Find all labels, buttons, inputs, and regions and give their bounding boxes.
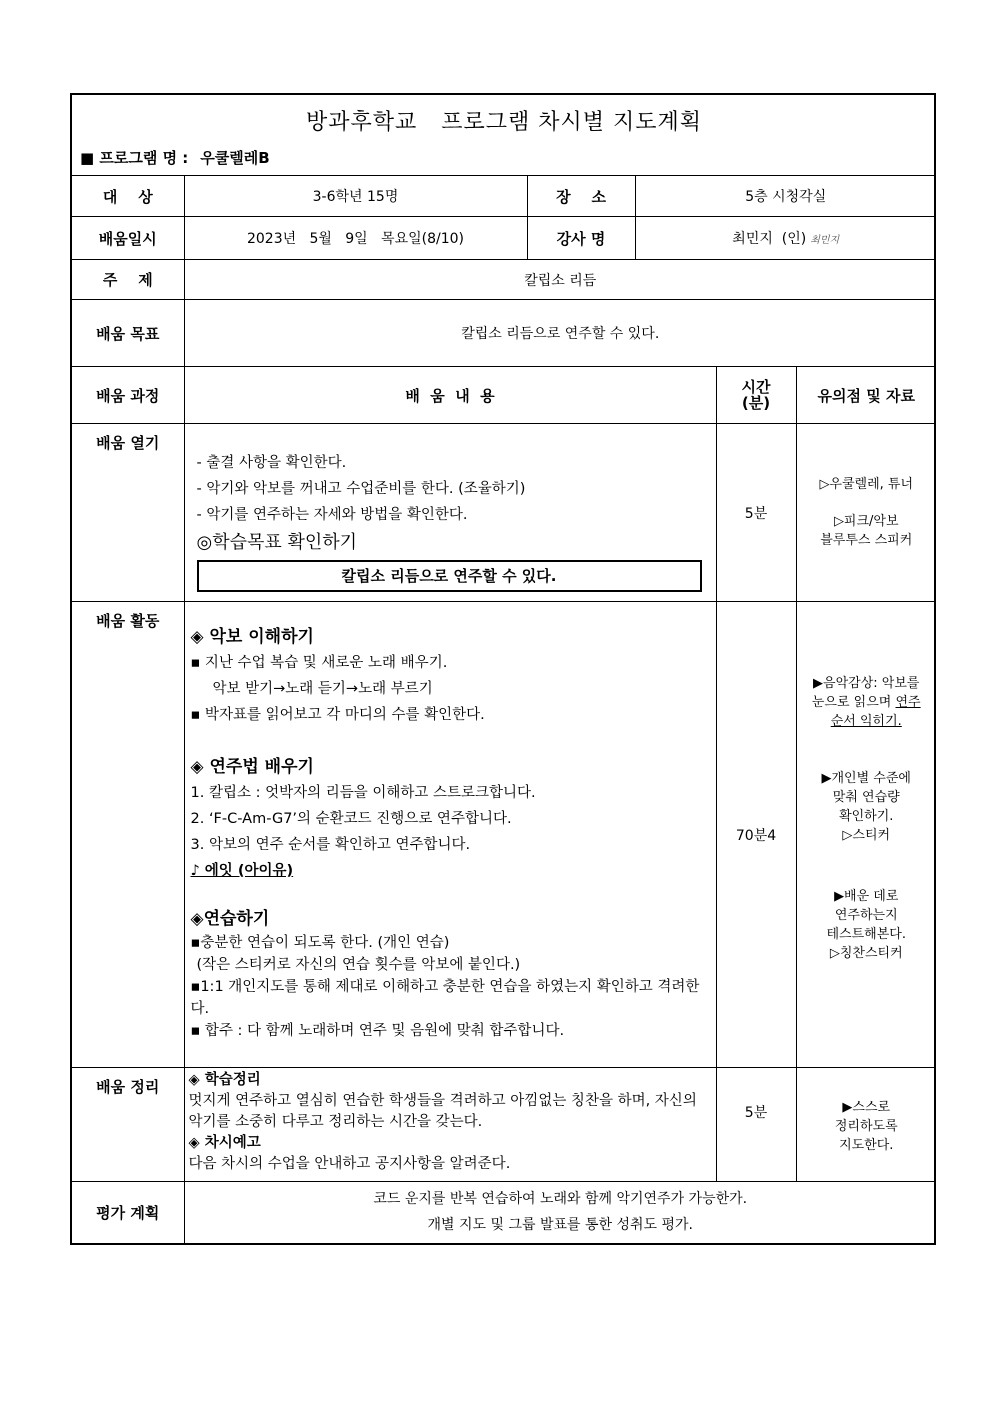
evaluation-line-2: 개별 지도 및 그룹 발표를 통한 성취도 평가. [427,1217,693,1234]
program-name [80,147,270,168]
sec1-line-2: 악보 받기→노래 듣기→노래 부르기 [212,681,433,697]
song-title: ♪ 에잇 (아이유) [190,863,294,879]
activity-note-2c: 확인하기. [839,809,894,824]
sec1-line-1: ▪ 지난 수업 복습 및 새로운 노래 배우기. [190,655,448,671]
activity-note-2a: ▶개인별 수준에 [821,771,911,786]
goal-box: 칼립소 리듬으로 연주할 수 있다. [197,560,702,592]
lesson-plan-document [70,93,936,1245]
sec3-line-3: ▪1:1 개인지도를 통해 제대로 이해하고 충분한 연습을 하였는지 확인하고 격려한다. [190,979,700,1017]
sec2-line-3: 3. 악보의 연주 순서를 확인하고 연주합니다. [190,837,471,853]
closing-notes [796,1068,936,1182]
sec2-heading: ◈ 연주법 배우기 [190,757,314,777]
lesson-plan-table [72,95,936,1243]
evaluation-line-1: 코드 운지를 반복 연습하여 노래와 함께 악기연주가 가능한가. [373,1191,748,1208]
sec2-line-2: 2. ‘F-C-Am-G7’의 순환코드 진행으로 연주합니다. [190,811,512,827]
closing-h1: ◈ 학습정리 [188,1072,261,1088]
activity-time: 70분4 [716,602,796,1068]
activity-note-3c: 테스트해본다. [826,927,906,942]
teacher-signature: 최민지 [810,235,840,246]
place-label: 장 소 [527,176,635,217]
teacher-cell [635,217,936,260]
closing-note-1: ▶스스로 [842,1100,891,1115]
activity-note-1d: 순서 익히기. [830,714,902,729]
header-content: 배 움 내 용 [184,367,716,424]
teacher-label: 강사 명 [527,217,635,260]
activity-note-2b: 맞춰 연습량 [832,790,900,805]
activity-note-2d: ▷스티커 [842,828,891,843]
target-label: 대 상 [72,176,184,217]
activity-notes [796,602,936,1068]
opening-line-1: - 출결 사항을 확인한다. [196,455,347,471]
date-value: 2023년 5월 9일 목요일(8/10) [184,217,527,260]
teacher-value: 최민지 (인) [732,231,807,247]
title-cell [72,95,936,176]
closing-h2: ◈ 차시예고 [188,1135,261,1151]
closing-time: 5분 [716,1068,796,1182]
sec1-line-3: ▪ 박자표를 읽어보고 각 마디의 수를 확인한다. [190,707,485,723]
activity-note-1c: 연주 [895,695,921,710]
opening-note-3: 블루투스 스피커 [820,533,913,548]
goal-check-heading: ◎학습목표 확인하기 [196,532,358,553]
target-value: 3-6학년 15명 [184,176,527,217]
activity-note-1b: 눈으로 읽으며 [811,695,896,710]
program-value: 우쿨렐레B [200,149,270,167]
opening-line-3: - 악기를 연주하는 자세와 방법을 확인한다. [196,507,468,523]
evaluation-content [184,1182,936,1243]
closing-t1: 멋지게 연주하고 열심히 연습한 학생들을 격려하고 아낌없는 칭찬을 하며, 자신의 악기를 소중히 다루고 정리하는 시간을 갖는다. [188,1093,697,1130]
activity-note-3d: ▷칭찬스티커 [829,946,903,961]
evaluation-label: 평가 계획 [72,1182,184,1243]
closing-t2: 다음 차시의 수업을 안내하고 공지사항을 알려준다. [188,1156,511,1172]
closing-content [184,1068,716,1182]
closing-note-2: 정리하도록 [834,1119,898,1134]
header-process: 배움 과정 [72,367,184,424]
sec1-heading: ◈ 악보 이해하기 [190,627,314,647]
opening-time: 5분 [716,424,796,602]
opening-note-1: ▷우쿨렐레, 튜너 [819,477,914,492]
page-title: 방과후학교 프로그램 차시별 지도계획 [306,110,702,135]
sec2-line-1: 1. 칼립소 : 엇박자의 리듬을 이해하고 스트로크합니다. [190,785,536,801]
activity-note-3b: 연주하는지 [834,908,898,923]
opening-label: 배움 열기 [72,424,184,602]
opening-content [184,424,716,602]
closing-note-3: 지도한다. [839,1138,894,1153]
activity-label: 배움 활동 [72,602,184,1068]
program-label: ■ 프로그램 명 : [80,149,189,167]
sec3-line-4: ▪ 합주 : 다 함께 노래하며 연주 및 음원에 맞춰 합주합니다. [190,1023,565,1039]
subject-value: 칼립소 리듬 [184,260,936,300]
activity-note-1a: ▶음악감상: 악보를 [813,676,920,691]
opening-line-2: - 악기와 악보를 꺼내고 수업준비를 한다. (조율하기) [196,481,526,497]
sec3-heading: ◈연습하기 [190,909,270,929]
sec3-line-1: ▪충분한 연습이 되도록 한다. (개인 연습) [190,935,450,951]
sec3-line-2: (작은 스티커로 자신의 연습 횟수를 악보에 붙인다.) [196,957,521,973]
activity-content [184,602,716,1068]
closing-label: 배움 정리 [72,1068,184,1182]
header-time: 시간 (분) [716,367,796,424]
goal-value: 칼립소 리듬으로 연주할 수 있다. [184,300,936,367]
goal-label: 배움 목표 [72,300,184,367]
activity-note-3a: ▶배운 데로 [834,889,899,904]
date-label: 배움일시 [72,217,184,260]
opening-note-2: ▷피크/악보 [833,514,899,529]
opening-notes [796,424,936,602]
subject-label: 주 제 [72,260,184,300]
place-value: 5층 시청각실 [635,176,936,217]
header-notes: 유의점 및 자료 [796,367,936,424]
